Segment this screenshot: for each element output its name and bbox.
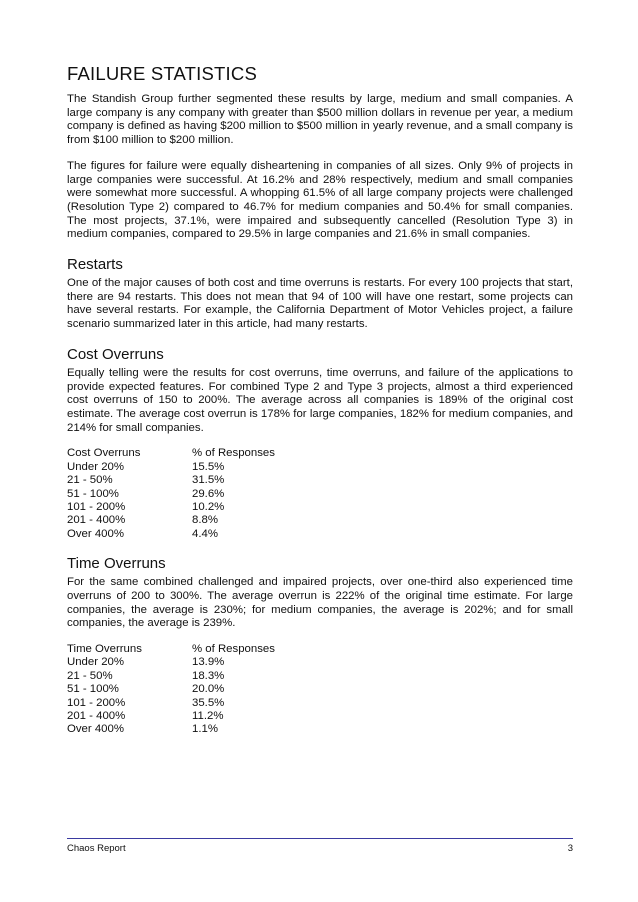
table-header-cell: % of Responses bbox=[192, 447, 275, 460]
table-row bbox=[67, 683, 275, 696]
table-cell: 201 - 400% bbox=[67, 514, 126, 527]
table-row bbox=[67, 488, 275, 501]
table-row bbox=[67, 501, 275, 514]
time-overruns-table bbox=[67, 643, 275, 737]
table-row bbox=[67, 670, 275, 683]
table-cell: 51 - 100% bbox=[67, 487, 119, 500]
table-cell: 11.2% bbox=[192, 710, 224, 723]
table-row bbox=[67, 697, 275, 710]
table-header-row bbox=[67, 447, 275, 460]
page-number: 3 bbox=[567, 843, 573, 854]
table-cell: 101 - 200% bbox=[67, 696, 126, 709]
table-cell: Over 400% bbox=[67, 723, 124, 736]
intro-paragraph-2: The figures for failure were equally disheartening in companies of all sizes. Only 9% of projects in large companies were successful. At 16.2% and 28% respectively, medium and small companies were somewhat more successful. A whopping 61.5% of all large company projects were challenged (Resolution Type 2) compared to 46.7% for medium companies and 50.4% for small companies. The most projects, 37.1%, were impaired and subsequently cancelled (Resolution Type 3) in medium companies, compared to 29.5% in large companies and 21.6% in small companies. bbox=[67, 159, 573, 241]
table-row bbox=[67, 461, 275, 474]
table-cell: 4.4% bbox=[192, 527, 218, 540]
table-header-row bbox=[67, 643, 275, 656]
table-cell: 101 - 200% bbox=[67, 500, 126, 513]
table-row bbox=[67, 528, 275, 541]
cost-overruns-table bbox=[67, 447, 275, 541]
time-overruns-section bbox=[67, 554, 573, 737]
table-cell: 20.0% bbox=[192, 683, 225, 696]
table-row bbox=[67, 514, 275, 527]
table-cell: 31.5% bbox=[192, 474, 225, 487]
restarts-section bbox=[67, 255, 573, 332]
table-cell: 18.3% bbox=[192, 669, 225, 682]
table-cell: 8.8% bbox=[192, 514, 218, 527]
table-cell: 21 - 50% bbox=[67, 669, 113, 682]
table-cell: 10.2% bbox=[192, 500, 225, 513]
restarts-paragraph: One of the major causes of both cost and time overruns is restarts. For every 100 projects that start, there are 94 restarts. This does not mean that 94 of 100 will have one restart, some projects can have several restarts. For example, the California Department of Motor Vehicles project, a failure scenario summarized later in this article, had many restarts. bbox=[67, 277, 573, 331]
table-header-cell: Time Overruns bbox=[67, 643, 142, 656]
document-page bbox=[67, 62, 573, 737]
table-row bbox=[67, 723, 275, 736]
time-overruns-paragraph: For the same combined challenged and impaired projects, over one-third also experienced time overruns of 200 to 300%. The average overrun is 222% of the original time estimate. For large companies, the average is 230%; for medium companies, the average is 202%; and for small companies, the average is 239%. bbox=[67, 576, 573, 630]
table-row bbox=[67, 710, 275, 723]
cost-overruns-section bbox=[67, 345, 573, 541]
table-header-cell: Cost Overruns bbox=[67, 447, 141, 460]
table-row bbox=[67, 656, 275, 669]
restarts-heading: Restarts bbox=[67, 256, 123, 274]
intro-paragraph-1: The Standish Group further segmented these results by large, medium and small companies. A large company is any company with greater than $500 million dollars in revenue per year, a medium company is defined as having $200 million to $500 million in yearly revenue, and a small company is from $100 million to $200 million. bbox=[67, 93, 573, 147]
table-cell: Under 20% bbox=[67, 460, 124, 473]
page-footer bbox=[67, 838, 573, 854]
cost-overruns-paragraph: Equally telling were the results for cost overruns, time overruns, and failure of the applications to provide expected features. For combined Type 2 and Type 3 projects, almost a third experienced cost overruns of 150 to 200%. The average across all companies is 189% of the original cost estimate. The average cost overrun is 178% for large companies, 182% for medium companies, and 214% for small companies. bbox=[67, 366, 573, 434]
time-overruns-heading: Time Overruns bbox=[67, 555, 166, 573]
table-cell: 15.5% bbox=[192, 460, 225, 473]
footer-document-title: Chaos Report bbox=[67, 843, 126, 854]
cost-overruns-heading: Cost Overruns bbox=[67, 345, 164, 363]
table-cell: 51 - 100% bbox=[67, 683, 119, 696]
table-cell: 21 - 50% bbox=[67, 474, 113, 487]
table-cell: 29.6% bbox=[192, 487, 225, 500]
table-row bbox=[67, 474, 275, 487]
table-cell: 201 - 400% bbox=[67, 710, 126, 723]
table-header-cell: % of Responses bbox=[192, 643, 275, 656]
table-cell: 35.5% bbox=[192, 696, 225, 709]
table-cell: 13.9% bbox=[192, 656, 225, 669]
table-cell: Under 20% bbox=[67, 656, 124, 669]
table-cell: Over 400% bbox=[67, 527, 124, 540]
page-title: FAILURE STATISTICS bbox=[67, 63, 258, 84]
table-cell: 1.1% bbox=[192, 723, 218, 736]
